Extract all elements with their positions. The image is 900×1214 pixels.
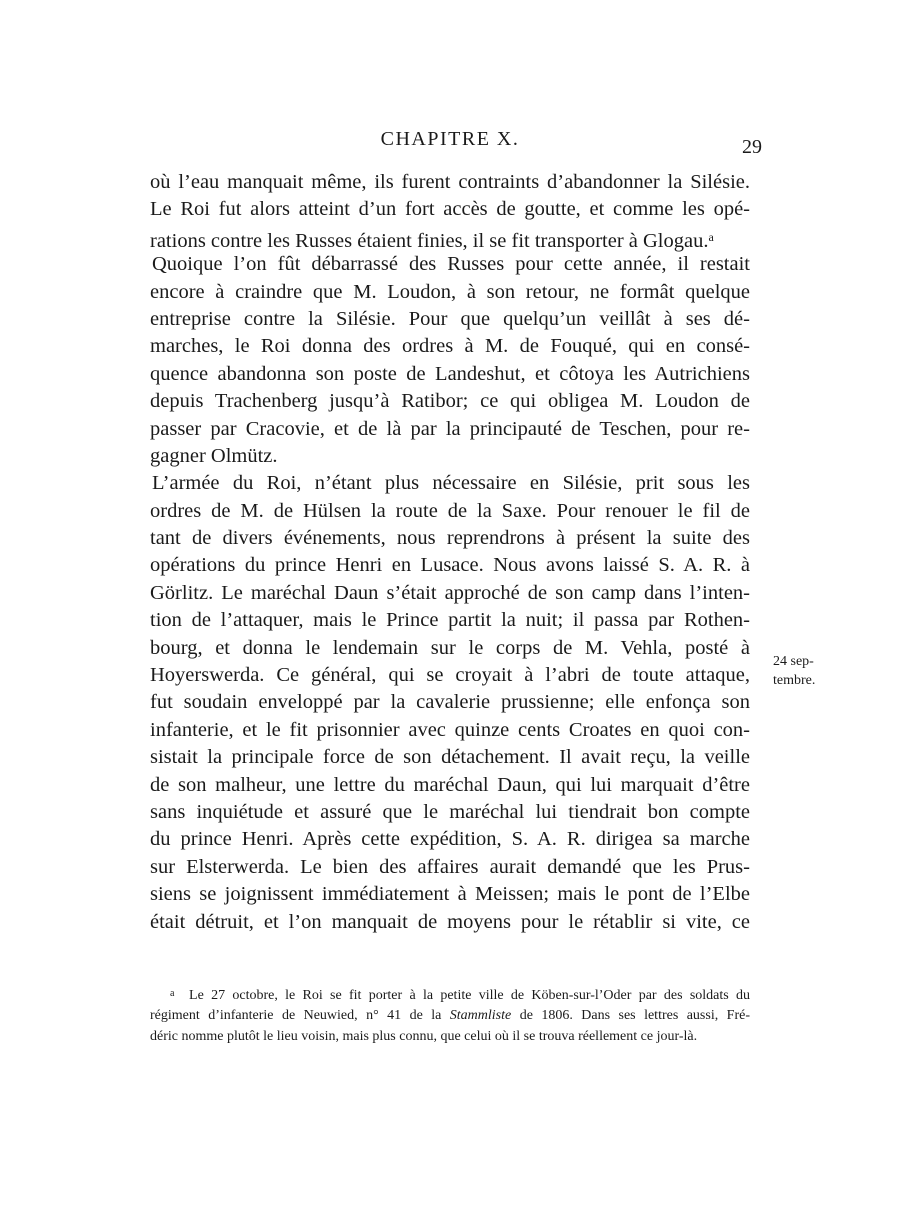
footnote (150, 983, 750, 1048)
footnote-text: Le 27 octobre, le Roi se fit porter à la petite ville de Köben-sur-l’Oder par des soldats du (189, 988, 751, 1003)
footnote-marker: a (170, 988, 175, 999)
text-line: Le Roi fut alors atteint d’un fort accès de goutte, et comme les opé- (150, 198, 750, 221)
text-line: Quoique l’on fût débarrassé des Russes pour cette année, il restait (152, 253, 750, 276)
text-line: Hoyerswerda. Ce général, qui se croyait à l’abri de toute attaque, (150, 664, 750, 687)
text-line: L’armée du Roi, n’étant plus nécessaire en Silésie, prit sous les (152, 472, 750, 495)
main-text (150, 169, 750, 936)
text-line: passer par Cracovie, et de là par la principauté de Teschen, pour re- (150, 417, 750, 440)
text-line: Görlitz. Le maréchal Daun s’était approché de son camp dans l’inten- (150, 581, 750, 604)
text-line: encore à craindre que M. Loudon, à son retour, ne formât quelque (150, 280, 750, 303)
footnote-line (150, 1005, 750, 1027)
text-line: marches, le Roi donna des ordres à M. de Fouqué, qui en consé- (150, 335, 750, 358)
page-number: 29 (742, 136, 762, 158)
text-line: siens se joignissent immédiatement à Meissen; mais le pont de l’Elbe (150, 883, 750, 906)
footnote-line: déric nomme plutôt le lieu voisin, mais plus connu, que celui où il se trouva réellement ce jour-là. (150, 1029, 698, 1044)
text-line: fut soudain enveloppé par la cavalerie prussienne; elle enfonça son (150, 691, 750, 714)
footnote-line (150, 983, 750, 1005)
margin-note-date (773, 652, 863, 690)
text-line (150, 224, 750, 251)
text-line: de son malheur, une lettre du maréchal Daun, qui lui marquait d’être (150, 773, 750, 796)
text-line: gagner Olmütz. (150, 444, 278, 467)
text-line: tion de l’attaquer, mais le Prince partit la nuit; il passa par Rothen- (150, 609, 750, 632)
chapter-title: CHAPITRE X. (380, 128, 520, 150)
text-line: tant de divers événements, nous reprendrons à présent la suite des (150, 527, 750, 550)
margin-note-line: 24 sep- (773, 654, 814, 669)
footnote-reference[interactable]: a (708, 229, 714, 244)
text-line: sur Elsterwerda. Le bien des affaires aurait demandé que les Prus- (150, 855, 750, 878)
margin-note-line: tembre. (773, 673, 816, 688)
footnote-italic-term: Stammliste (449, 1007, 512, 1023)
text-line: infanterie, et le fit prisonnier avec quinze cents Croates en quoi con- (150, 718, 750, 741)
text-line-content: rations contre les Russes étaient finies, il se fit transporter à Glogau. (150, 229, 709, 252)
text-line: depuis Trachenberg jusqu’à Ratibor; ce qui obligea M. Loudon de (150, 390, 750, 413)
text-line: était détruit, et l’on manquait de moyens pour le rétablir si vite, ce (150, 910, 750, 933)
text-line: entreprise contre la Silésie. Pour que quelqu’un veillât à ses dé- (150, 307, 750, 330)
text-line: quence abandonna son poste de Landeshut, et côtoya les Autrichiens (150, 362, 750, 385)
text-line: où l’eau manquait même, ils furent contraints d’abandonner la Silésie. (150, 171, 750, 193)
footnote-text: régiment d’infanterie de Neuwied, n° 41 de la (150, 1007, 450, 1023)
running-head (150, 128, 762, 158)
text-line: du prince Henri. Après cette expédition, S. A. R. dirigea sa marche (150, 828, 750, 851)
text-line: sistait la principale force de son détachement. Il avait reçu, la veille (150, 746, 750, 769)
text-line: sans inquiétude et assuré que le maréchal lui tiendrait bon compte (150, 800, 750, 823)
text-line: ordres de M. de Hülsen la route de la Saxe. Pour renouer le fil de (150, 499, 750, 522)
text-line: bourg, et donna le lendemain sur le corps de M. Vehla, posté à (150, 636, 750, 659)
text-line: opérations du prince Henri en Lusace. Nous avons laissé S. A. R. à (150, 554, 750, 577)
footnote-text: de 1806. Dans ses lettres aussi, Fré- (511, 1007, 750, 1023)
